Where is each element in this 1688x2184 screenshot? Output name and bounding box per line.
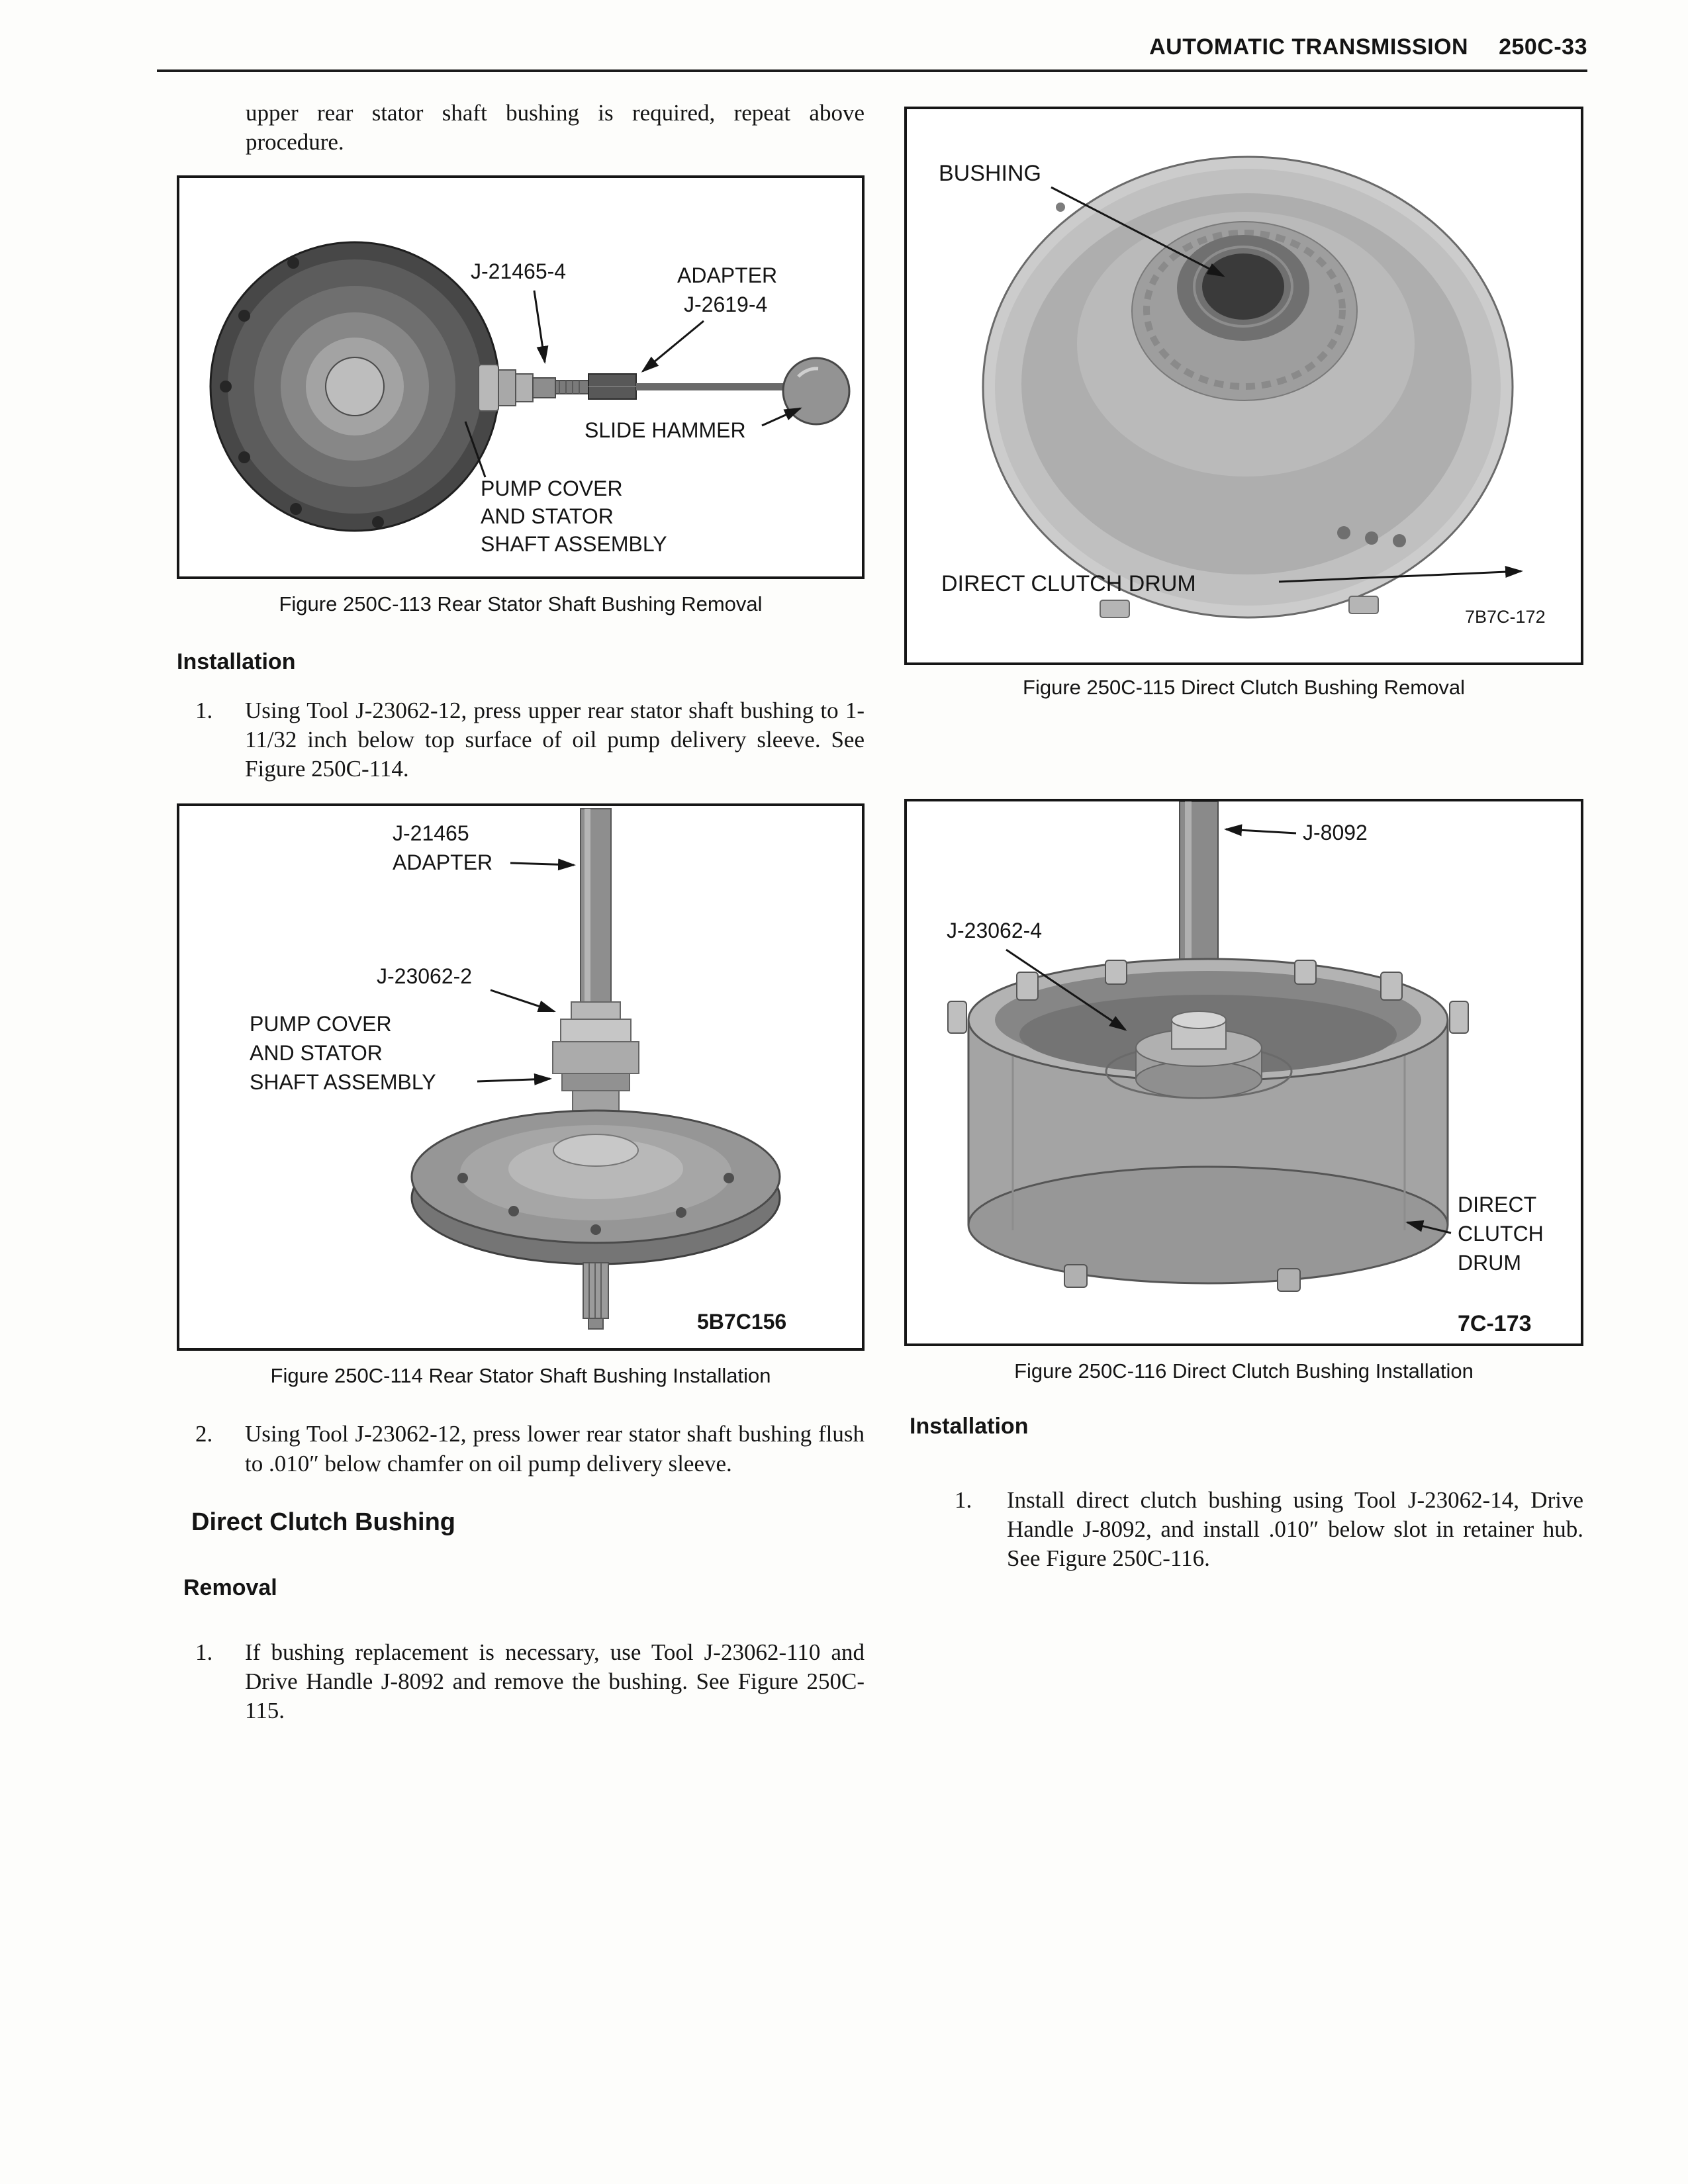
leader-pump-cover <box>477 1079 550 1081</box>
page-columns <box>162 72 1587 1725</box>
pump-cover-assembly-drawing <box>412 1111 780 1329</box>
label-photo-code: 5B7C156 <box>697 1310 787 1334</box>
label-drum-3: DRUM <box>1458 1251 1521 1275</box>
label-j23062-4: J-23062-4 <box>947 919 1043 942</box>
direct-clutch-drum-drawing <box>983 157 1513 617</box>
label-bushing: BUSHING <box>939 161 1041 186</box>
label-adapter: ADAPTER <box>393 850 493 875</box>
column-right <box>904 72 1583 1725</box>
leader-j8092 <box>1226 829 1296 833</box>
label-pump-cover-3: SHAFT ASSEMBLY <box>250 1070 436 1095</box>
label-pump-cover-3: SHAFT ASSEMBLY <box>481 532 667 557</box>
heading-installation-right: Installation <box>910 1414 1029 1439</box>
item-text: Install direct clutch bushing using Tool J-23062-14, Drive Handle J-8092, and install .010″ below slot in retainer hub. See Figure 250C-116. <box>1007 1487 1583 1572</box>
heading-removal: Removal <box>183 1574 277 1600</box>
figure-115-illustration <box>907 109 1581 662</box>
list-item-install-1 <box>177 696 865 784</box>
shaft-and-tools-drawing <box>479 358 849 424</box>
list-item-removal-1 <box>177 1638 865 1725</box>
item-number: 2. <box>195 1421 213 1447</box>
item-number: 1. <box>195 698 213 724</box>
label-direct-clutch-drum: DIRECT CLUTCH DRUM <box>941 571 1196 596</box>
header-title: AUTOMATIC TRANSMISSION <box>1149 34 1469 60</box>
caption-figure-113: Figure 250C-113 Rear Stator Shaft Bushing Removal <box>279 592 763 616</box>
label-j23062-2: J-23062-2 <box>377 964 473 989</box>
label-drum-1: DIRECT <box>1458 1193 1537 1216</box>
label-adapter: ADAPTER <box>677 263 778 288</box>
label-photo-code: 7C-173 <box>1458 1311 1532 1336</box>
figure-113-illustration <box>179 178 862 576</box>
page-header <box>162 34 1587 72</box>
figure-box-250c-115 <box>904 107 1583 665</box>
adapter-shaft-drawing <box>553 809 639 1121</box>
item-text: Using Tool J-23062-12, press upper rear stator shaft bushing to 1-11/32 inch below top surface of oil pump delivery sleeve. See Figure 250C-114. <box>245 698 865 782</box>
item-number: 1. <box>955 1487 972 1513</box>
label-j21465-4: J-21465-4 <box>471 259 567 284</box>
heading-direct-clutch-bushing: Direct Clutch Bushing <box>191 1508 456 1536</box>
label-pump-cover-1: PUMP COVER <box>250 1012 392 1036</box>
leader-j21465-4 <box>534 291 545 362</box>
header-page-number: 250C-33 <box>1499 34 1587 60</box>
item-number: 1. <box>195 1639 213 1665</box>
caption-figure-114: Figure 250C-114 Rear Stator Shaft Bushing Installation <box>270 1364 771 1388</box>
label-photo-code: 7B7C-172 <box>1465 607 1546 627</box>
caption-figure-116: Figure 250C-116 Direct Clutch Bushing Installation <box>1014 1359 1474 1383</box>
label-pump-cover-2: AND STATOR <box>250 1041 383 1066</box>
label-drum-2: CLUTCH <box>1458 1222 1544 1246</box>
pump-cover-disc-drawing <box>211 242 499 531</box>
leader-adapter <box>643 321 704 371</box>
label-j8092: J-8092 <box>1303 821 1368 844</box>
leader-adapter <box>510 863 574 865</box>
leader-j23062-2 <box>491 990 554 1011</box>
label-j2619-4: J-2619-4 <box>684 293 768 317</box>
figure-box-250c-114 <box>177 803 865 1351</box>
figure-box-250c-113 <box>177 175 865 579</box>
figure-116-illustration <box>907 801 1581 1343</box>
label-pump-cover-2: AND STATOR <box>481 504 614 529</box>
item-text: If bushing replacement is necessary, use Tool J-23062-110 and Drive Handle J-8092 and remove the bushing. See Figure 250C-115. <box>245 1639 865 1723</box>
label-pump-cover-1: PUMP COVER <box>481 477 623 501</box>
list-item-install-right-1 <box>904 1486 1583 1573</box>
label-slide-hammer: SLIDE HAMMER <box>585 418 746 443</box>
item-text: Using Tool J-23062-12, press lower rear stator shaft bushing flush to .010″ below chamfer on oil pump delivery sleeve. <box>245 1421 865 1477</box>
direct-clutch-drum-drawing <box>948 959 1468 1291</box>
list-item-install-2 <box>177 1420 865 1478</box>
heading-installation-left: Installation <box>177 649 296 675</box>
column-left <box>177 72 865 1725</box>
caption-figure-115: Figure 250C-115 Direct Clutch Bushing Removal <box>1023 676 1465 699</box>
figure-box-250c-116 <box>904 799 1583 1346</box>
intro-paragraph: upper rear stator shaft bushing is required, repeat above procedure. <box>246 100 865 156</box>
figure-114-illustration <box>179 806 862 1348</box>
label-j21465: J-21465 <box>393 821 469 846</box>
